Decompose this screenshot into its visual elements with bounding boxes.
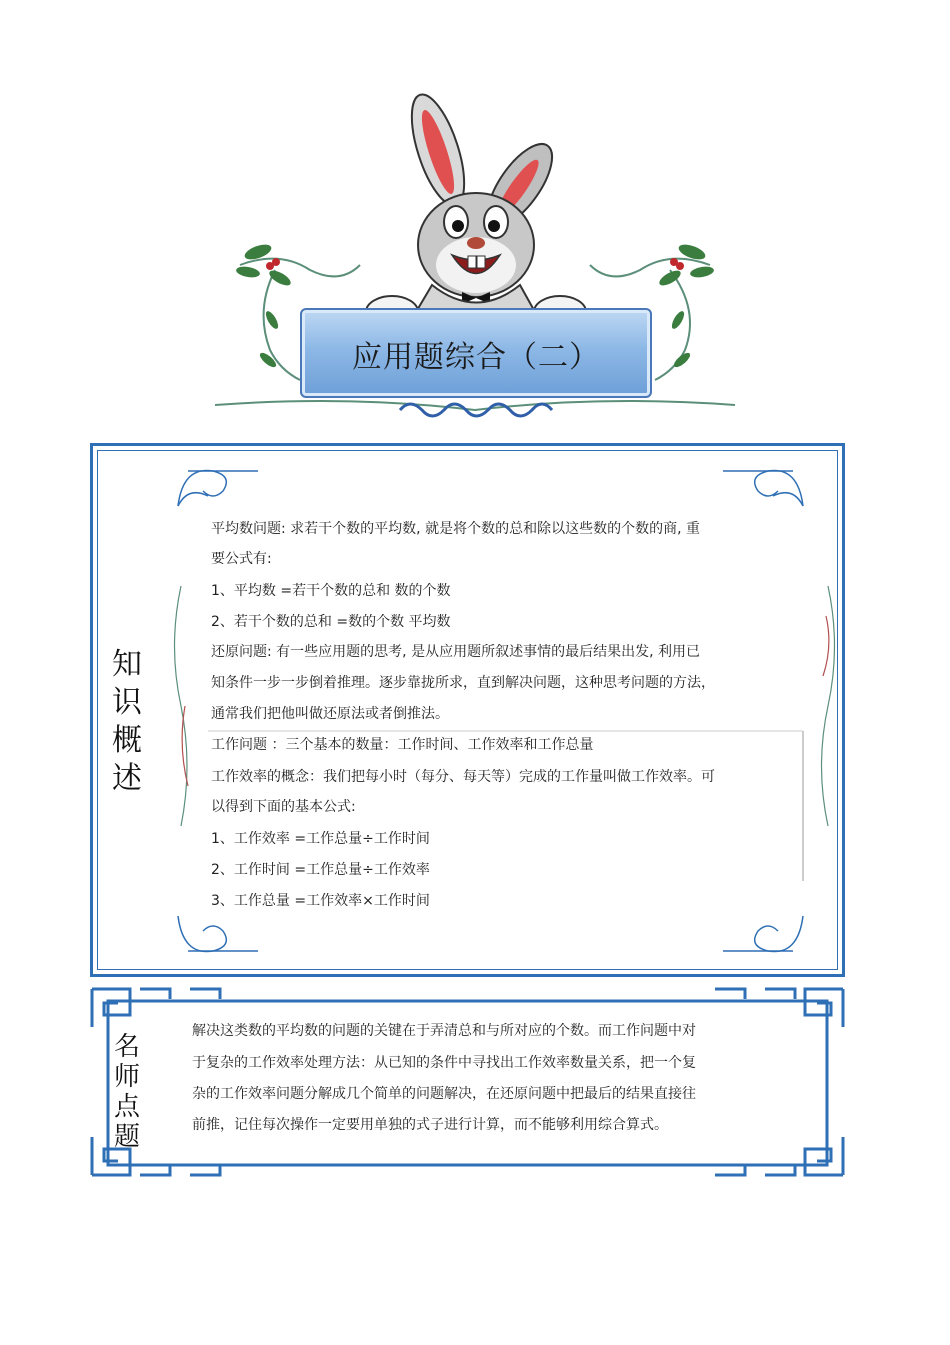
heading-char: 名 [113,1032,140,1062]
text-line: 平均数问题: 求若干个数的平均数, 就是将个数的总和除以这些数的个数的商, 重 [211,521,700,537]
text-line: 工作效率的概念：我们把每小时（每分、每天等）完成的工作量叫做工作效率。可 [211,769,715,785]
text-line: 要公式有: [211,551,272,567]
heading-char: 题 [113,1122,140,1152]
text-line: 1、工作效率 =工作总量÷工作时间 [211,831,430,847]
text-line: 以得到下面的基本公式: [211,799,356,815]
heading-char: 概 [112,723,142,758]
title-banner [300,308,652,398]
heading-char: 识 [112,685,142,720]
tips-heading [108,1032,146,1152]
text-line: 1、平均数 =若干个数的总和 数的个数 [211,583,451,599]
text-line: 3、工作总量 =工作效率×工作时间 [211,893,430,909]
text-line: 2、工作时间 =工作总量÷工作效率 [211,862,430,878]
fret-border-decoration [90,987,845,1177]
heading-char: 述 [112,761,142,796]
text-line: 解决这类数的平均数的问题的关键在于弄清总和与所对应的个数。而工作问题中对 [192,1023,696,1039]
text-line: 前推，记住每次操作一定要用单独的式子进行计算，而不能够利用综合算式。 [192,1117,668,1133]
heading-char: 点 [113,1092,140,1122]
text-line: 2、若干个数的总和 =数的个数 平均数 [211,614,451,630]
knowledge-overview-panel [90,443,845,977]
text-line: 通常我们把他叫做还原法或者倒推法。 [211,706,449,722]
text-line: 还原问题: 有一些应用题的思考, 是从应用题所叙述事情的最后结果出发, 利用已 [211,644,700,660]
page-title: 应用题综合（二） [352,340,600,375]
heading-char: 知 [112,647,142,682]
knowledge-heading [107,646,147,798]
text-line: 杂的工作效率问题分解成几个简单的问题解决，在还原问题中把最后的结果直接往 [192,1086,696,1102]
text-line: 知条件一步一步倒着推理。逐步靠拢所求，直到解决问题，这种思考问题的方法， [211,675,715,691]
text-line: 于复杂的工作效率处理方法：从已知的条件中寻找出工作效率数量关系，把一个复 [192,1055,696,1071]
teacher-tips-panel [90,987,845,1177]
text-line: 工作问题 ：三个基本的数量：工作时间、工作效率和工作总量 [211,737,594,753]
header [200,80,750,430]
heading-char: 师 [113,1062,140,1092]
